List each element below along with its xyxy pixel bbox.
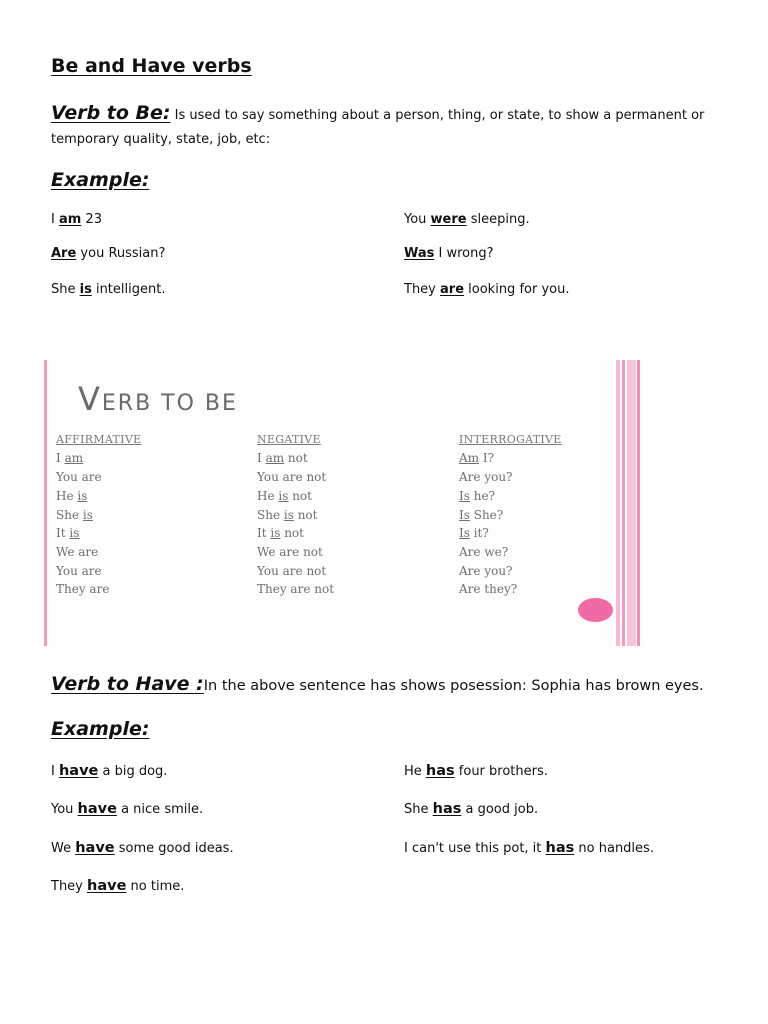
table-cell: Am I? <box>459 451 495 465</box>
be-example-left-3: She is intelligent. <box>51 282 166 297</box>
table-cell: Is he? <box>459 489 495 503</box>
table-cell: Is She? <box>459 508 504 522</box>
table-cell: You are <box>56 564 102 578</box>
pink-dot-decoration <box>578 598 613 622</box>
have-example-left-3: We have some good ideas. <box>51 840 234 856</box>
table-cell: Are you? <box>459 470 513 484</box>
have-example-right-2: She has a good job. <box>404 801 539 817</box>
be-example-right-1: You were sleeping. <box>404 212 530 227</box>
have-example-left-2: You have a nice smile. <box>51 801 204 817</box>
verb-to-be-definition-line1: Is used to say something about a person, thing, or state, to show a permanent or <box>170 108 705 123</box>
have-example-right-1: He has four brothers. <box>404 763 548 779</box>
panel-right-stripe <box>622 360 625 646</box>
table-cell: Are we? <box>459 545 509 559</box>
have-example-left-4: They have no time. <box>51 878 185 894</box>
table-cell: Are you? <box>459 564 513 578</box>
verb-to-have-heading: Verb to Have : <box>51 673 204 695</box>
panel-right-stripe <box>627 360 636 646</box>
have-example-heading: Example: <box>51 718 150 740</box>
verb-to-have-definition: Verb to Have :In the above sentence has shows posession: Sophia has brown eyes. <box>51 673 704 695</box>
column-header-affirmative: AFFIRMATIVE <box>56 433 142 446</box>
column-header-negative: NEGATIVE <box>257 433 321 446</box>
table-cell: You are not <box>257 470 327 484</box>
verb-to-be-table-image <box>44 360 644 646</box>
verb-to-be-heading: Verb to Be: <box>51 102 171 124</box>
be-example-left-2: Are you Russian? <box>51 246 166 261</box>
table-cell: They are not <box>257 582 335 596</box>
be-example-right-2: Was I wrong? <box>404 246 494 261</box>
be-example-right-3: They are looking for you. <box>404 282 570 297</box>
table-cell: She is <box>56 508 93 522</box>
be-example-left-1: I am 23 <box>51 212 102 227</box>
panel-right-stripe <box>616 360 620 646</box>
table-cell: I am <box>56 451 84 465</box>
table-cell: We are <box>56 545 99 559</box>
table-cell: I am not <box>257 451 308 465</box>
table-cell: You are <box>56 470 102 484</box>
table-cell: We are not <box>257 545 323 559</box>
panel-left-pink-bar <box>44 360 47 646</box>
table-cell: Is it? <box>459 526 489 540</box>
table-cell: It is <box>56 526 80 540</box>
verb-to-be-definition <box>51 102 704 124</box>
table-cell: He is not <box>257 489 312 503</box>
verb-to-be-definition-line2: temporary quality, state, job, etc: <box>51 132 271 147</box>
have-example-left-1: I have a big dog. <box>51 763 168 779</box>
table-cell: He is <box>56 489 88 503</box>
page-title: Be and Have verbs <box>51 55 252 77</box>
table-cell: It is not <box>257 526 304 540</box>
table-cell: You are not <box>257 564 327 578</box>
panel-title: VERB TO BE <box>78 380 238 418</box>
panel-right-stripe <box>637 360 640 646</box>
have-example-right-3: I can't use this pot, it has no handles. <box>404 840 654 856</box>
column-header-interrogative: INTERROGATIVE <box>459 433 562 446</box>
table-cell: She is not <box>257 508 318 522</box>
be-example-heading: Example: <box>51 169 150 191</box>
table-cell: Are they? <box>459 582 518 596</box>
table-cell: They are <box>56 582 110 596</box>
